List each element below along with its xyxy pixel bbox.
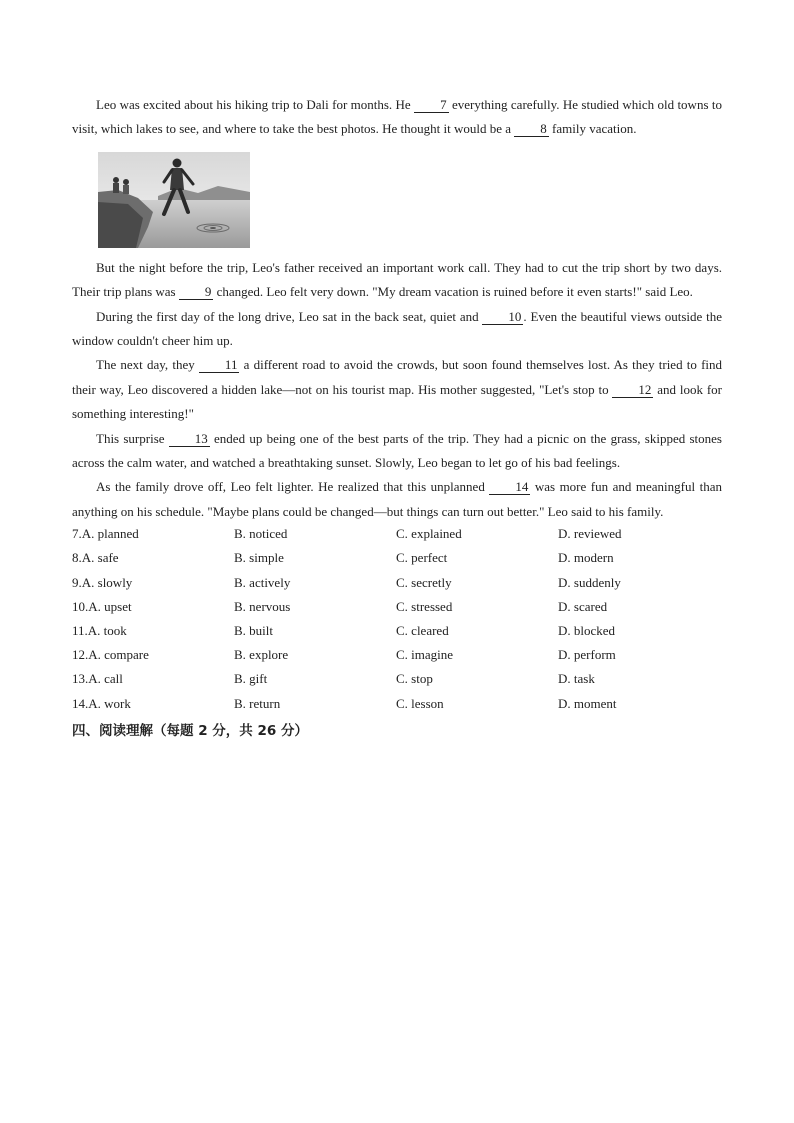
option-8c[interactable]: C. perfect	[396, 550, 448, 566]
option-13c[interactable]: C. stop	[396, 671, 433, 687]
blank-13: 13	[169, 432, 210, 447]
text: This surprise	[96, 430, 169, 446]
option-9b[interactable]: B. actively	[234, 574, 291, 590]
blank-8: 8	[514, 122, 549, 137]
boy-skipping-stones-illustration	[98, 152, 250, 248]
option-row-14	[72, 692, 722, 716]
text: But the night before the trip, Leo's father received an important work call. They had to cut the trip short by two days. Their trip plans was	[72, 259, 722, 300]
text: As the family drove off, Leo felt lighter. He realized that this unplanned	[96, 479, 490, 495]
option-row-9	[72, 571, 722, 595]
exam-page	[72, 93, 722, 743]
option-7c[interactable]: C. explained	[396, 526, 462, 542]
passage-paragraph-6	[72, 475, 722, 524]
passage-paragraph-4	[72, 353, 722, 426]
option-row-11	[72, 619, 722, 643]
answer-options	[72, 522, 722, 716]
passage-paragraph-1	[72, 93, 722, 142]
option-10a[interactable]: 10.A. upset	[72, 598, 132, 614]
option-14c[interactable]: C. lesson	[396, 695, 444, 711]
option-9d[interactable]: D. suddenly	[558, 574, 621, 590]
option-row-10	[72, 595, 722, 619]
option-8a[interactable]: 8.A. safe	[72, 550, 119, 566]
blank-7: 7	[414, 98, 449, 113]
option-8d[interactable]: D. modern	[558, 550, 614, 566]
option-12d[interactable]: D. perform	[558, 647, 616, 663]
option-12a[interactable]: 12.A. compare	[72, 647, 149, 663]
blank-11: 11	[199, 358, 240, 373]
option-9c[interactable]: C. secretly	[396, 574, 452, 590]
option-11b[interactable]: B. built	[234, 623, 274, 639]
text: a different road to avoid the crowds, but soon found themselves lost. As they tried to find their way, Leo discovered a hidden lake—not on his tourist map. His mother suggested, "Let's stop to	[72, 357, 723, 397]
passage-paragraph-2	[72, 256, 722, 305]
option-7b[interactable]: B. noticed	[234, 526, 288, 542]
option-11a[interactable]: 11.A. took	[72, 623, 127, 639]
text: . Even the beautiful views outside the window couldn't cheer him up.	[72, 308, 722, 349]
text: everything carefully. He studied which old towns to visit, which lakes to see, and where to take the best photos. He thought it would be a	[72, 97, 722, 137]
option-13d[interactable]: D. task	[558, 671, 595, 687]
option-7d[interactable]: D. reviewed	[558, 526, 622, 542]
option-14b[interactable]: B. return	[234, 695, 281, 711]
option-10b[interactable]: B. nervous	[234, 598, 291, 614]
text: ended up being one of the best parts of the trip. They had a picnic on the grass, skipped stones across the calm water, and watched a breathtaking sunset. Slowly, Leo began to let go of his bad feelings.	[72, 430, 722, 471]
option-14d[interactable]: D. moment	[558, 695, 617, 711]
blank-14: 14	[489, 480, 530, 495]
text: family vacation.	[548, 121, 637, 137]
option-9a[interactable]: 9.A. slowly	[72, 574, 133, 590]
option-row-7	[72, 522, 722, 546]
blank-12: 12	[612, 383, 653, 398]
passage-paragraph-3	[72, 305, 722, 354]
text: Leo was excited about his hiking trip to Dali for months. He	[96, 97, 415, 112]
option-8b[interactable]: B. simple	[234, 550, 284, 566]
option-row-12	[72, 643, 722, 667]
option-row-8	[72, 546, 722, 570]
option-12b[interactable]: B. explore	[234, 647, 289, 663]
option-14a[interactable]: 14.A. work	[72, 695, 131, 711]
option-13a[interactable]: 13.A. call	[72, 671, 123, 687]
option-10c[interactable]: C. stressed	[396, 598, 453, 614]
blank-9: 9	[179, 285, 214, 300]
option-13b[interactable]: B. gift	[234, 671, 268, 687]
text: changed. Leo felt very down. "My dream vacation is ruined before it even starts!" said Leo.	[213, 284, 693, 300]
option-row-13	[72, 667, 722, 691]
text: and look for something interesting!"	[72, 381, 722, 422]
option-12c[interactable]: C. imagine	[396, 647, 454, 663]
text: The next day, they	[96, 357, 199, 373]
option-11c[interactable]: C. cleared	[396, 623, 449, 639]
option-11d[interactable]: D. blocked	[558, 623, 616, 639]
option-10d[interactable]: D. scared	[558, 598, 608, 614]
section-heading: 四、阅读理解（每题 2 分，共 26 分）	[72, 722, 308, 739]
passage-paragraph-5	[72, 427, 722, 476]
text: During the first day of the long drive, Leo sat in the back seat, quiet and	[96, 308, 483, 324]
blank-10: 10	[482, 310, 523, 325]
text: was more fun and meaningful than anything on his schedule. "Maybe plans could be changed—but things can turn out better." Leo said to his family.	[72, 479, 722, 519]
option-7a[interactable]: 7.A. planned	[72, 526, 139, 542]
